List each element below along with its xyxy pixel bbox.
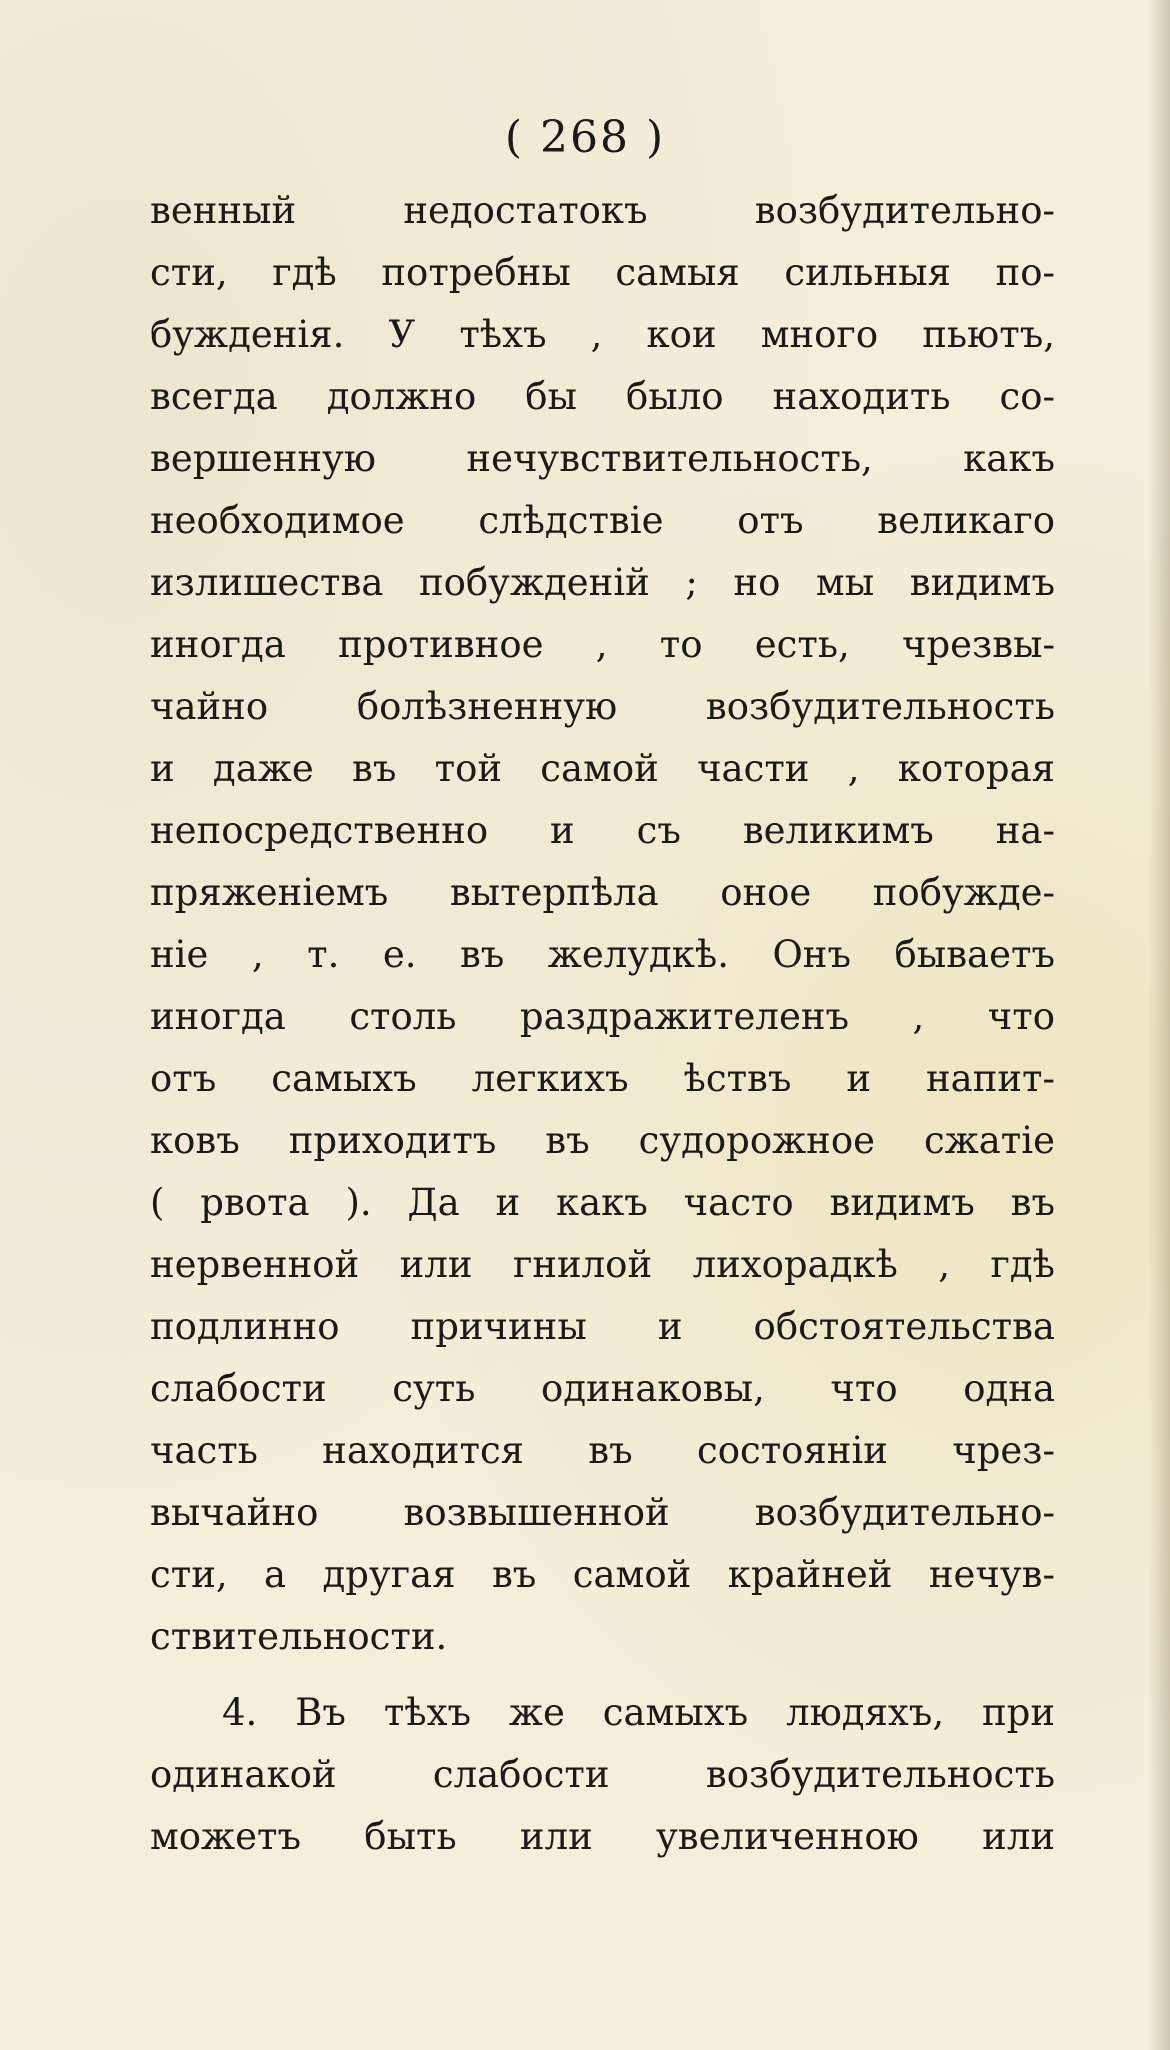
text-line: слабости суть одинаковы, что одна xyxy=(150,1367,1055,1410)
text-line: чайно болѣзненную возбудительность xyxy=(150,685,1055,728)
text-line: ствительности. xyxy=(150,1615,448,1658)
text-line: 4. Въ тѣхъ же самыхъ людяхъ, при xyxy=(222,1691,1055,1734)
text-line: и даже въ той самой части , которая xyxy=(150,747,1055,790)
text-line: отъ самыхъ легкихъ ѣствъ и напит- xyxy=(150,1057,1055,1100)
text-line: сти, гдѣ потребны самыя сильныя по- xyxy=(150,251,1055,294)
text-line: вычайно возвышенной возбудительно- xyxy=(150,1491,1055,1534)
text-line: необходимое слѣдствіе отъ великаго xyxy=(150,499,1055,542)
paragraph-2 xyxy=(150,1682,1055,1868)
paragraph-spacer xyxy=(150,1668,1055,1682)
text-line: ковъ приходитъ въ судорожное сжатіе xyxy=(150,1119,1055,1162)
page-number: ( 268 ) xyxy=(504,112,666,163)
text-line: одинакой слабости возбудительность xyxy=(150,1753,1055,1796)
text-line: сти, а другая въ самой крайней нечув- xyxy=(150,1553,1055,1596)
text-line: бужденія. У тѣхъ , кои много пьютъ, xyxy=(150,313,1055,356)
paragraph-1 xyxy=(150,180,1055,1668)
body-text xyxy=(150,180,1055,1868)
text-line: вершенную нечувствительность, какъ xyxy=(150,437,1055,480)
text-line: ( рвота ). Да и какъ часто видимъ въ xyxy=(150,1181,1055,1224)
text-line: часть находится въ состояніи чрез- xyxy=(150,1429,1055,1472)
text-line: пряженіемъ вытерпѣла оное побужде- xyxy=(150,871,1055,914)
text-line: иногда противное , то есть, чрезвы- xyxy=(150,623,1055,666)
text-line: можетъ быть или увеличенною или xyxy=(150,1815,1055,1858)
page-edge-shadow xyxy=(1148,0,1170,2050)
text-line: венный недостатокъ возбудительно- xyxy=(150,189,1055,232)
text-line: иногда столь раздражителенъ , что xyxy=(150,995,1055,1038)
text-line: непосредственно и съ великимъ на- xyxy=(150,809,1055,852)
text-line: нервенной или гнилой лихорадкѣ , гдѣ xyxy=(150,1243,1055,1286)
text-line: подлинно причины и обстоятельства xyxy=(150,1305,1055,1348)
text-line: всегда должно бы было находить со- xyxy=(150,375,1055,418)
text-line: ніе , т. е. въ желудкѣ. Онъ бываетъ xyxy=(150,933,1055,976)
text-line: излишества побужденій ; но мы видимъ xyxy=(150,561,1055,604)
